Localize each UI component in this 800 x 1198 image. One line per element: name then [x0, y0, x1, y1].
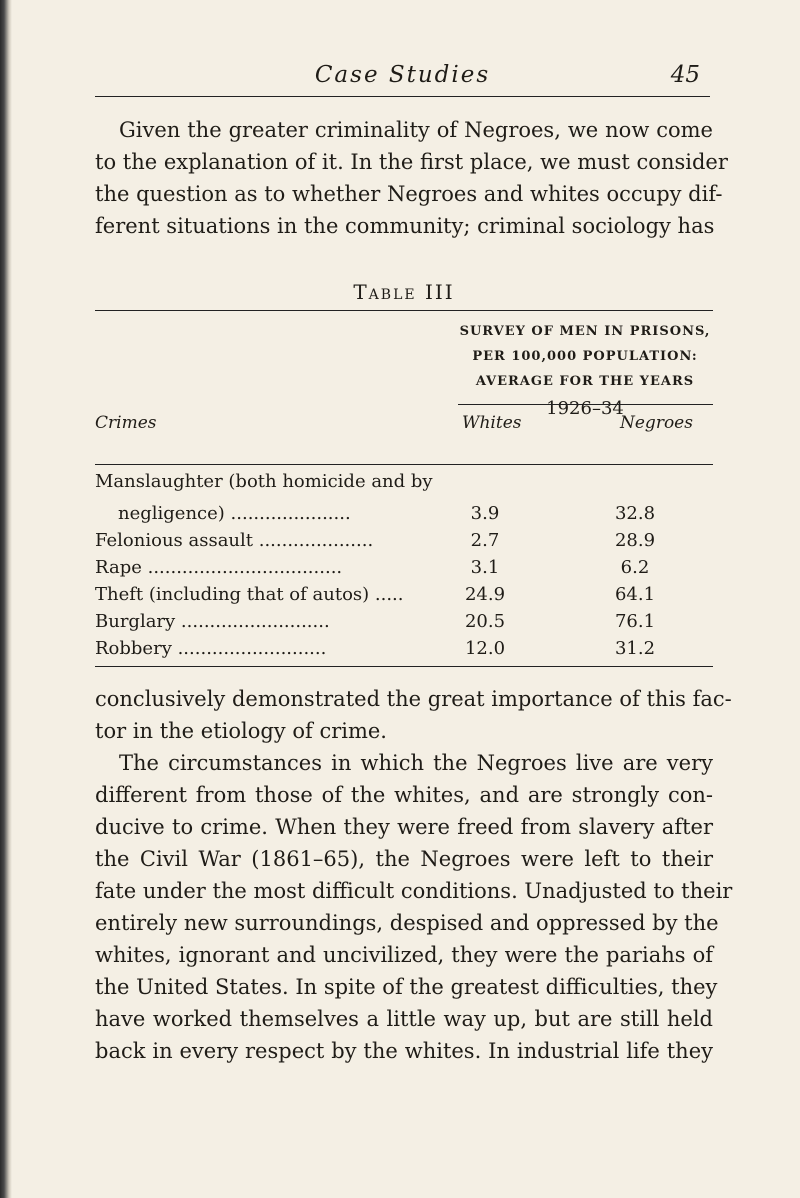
negroes-value: 28.9 — [614, 530, 656, 551]
crime-label: Rape .................................. — [95, 557, 343, 578]
table-row — [95, 529, 713, 553]
whites-value: 3.1 — [470, 557, 500, 578]
survey-heading-line: SURVEY OF MEN IN PRISONS, — [459, 324, 711, 339]
text-line: different from those of the whites, and are strongly con- — [95, 783, 713, 807]
crime-label: Felonious assault .................... — [95, 530, 374, 551]
column-header-negroes: Negroes — [620, 413, 693, 433]
crime-label: Robbery .......................... — [95, 638, 327, 659]
after-table-paragraph — [95, 683, 732, 747]
crime-label: negligence) ..................... — [118, 503, 351, 524]
text-line: the Civil War (1861–65), the Negroes were left to their — [95, 847, 713, 871]
column-header-crimes: Crimes — [95, 413, 157, 433]
negroes-value: 32.8 — [614, 503, 656, 524]
crime-label: Theft (including that of autos) ..... — [95, 584, 404, 605]
text-line: whites, ignorant and uncivilized, they were the pariahs of — [95, 943, 713, 967]
text-line: Given the greater criminality of Negroes, we now come — [119, 118, 713, 142]
table-header-rule — [95, 464, 713, 465]
whites-value: 2.7 — [470, 530, 500, 551]
text-line: the question as to whether Negroes and whites occupy dif- — [95, 182, 723, 206]
survey-heading-rule — [458, 404, 713, 405]
negroes-value: 6.2 — [620, 557, 650, 578]
text-line: entirely new surroundings, despised and oppressed by the — [95, 911, 719, 935]
table-bottom-rule — [95, 666, 713, 667]
negroes-value: 76.1 — [614, 611, 656, 632]
text-line: to the explanation of it. In the first place, we must consider — [95, 150, 728, 174]
crime-label: Burglary .......................... — [95, 611, 330, 632]
table-title: Table III — [353, 280, 455, 304]
running-head — [95, 62, 710, 97]
crime-label: Manslaughter (both homicide and by — [95, 471, 433, 492]
survey-heading-line: PER 100,000 POPULATION: — [472, 349, 698, 364]
table-row — [95, 556, 713, 580]
table-row — [95, 502, 713, 526]
text-line: ducive to crime. When they were freed from slavery after — [95, 815, 713, 839]
whites-value: 24.9 — [464, 584, 506, 605]
running-title: Case Studies — [314, 62, 491, 88]
negroes-value: 31.2 — [614, 638, 656, 659]
intro-paragraph — [95, 114, 728, 242]
circumstances-paragraph — [95, 747, 733, 1067]
column-header-whites: Whites — [462, 413, 522, 433]
text-line: have worked themselves a little way up, but are still held — [95, 1007, 713, 1031]
whites-value: 20.5 — [464, 611, 506, 632]
table-row — [95, 637, 713, 661]
table-row — [95, 583, 713, 607]
text-line: fate under the most difficult conditions. Unadjusted to their — [95, 879, 733, 903]
text-line: back in every respect by the whites. In industrial life they — [95, 1039, 713, 1063]
survey-heading-line: AVERAGE FOR THE YEARS — [475, 374, 695, 389]
table-top-rule — [95, 310, 713, 311]
text-line: the United States. In spite of the greatest difficulties, they — [95, 975, 718, 999]
table-row — [95, 610, 713, 634]
whites-value: 3.9 — [470, 503, 500, 524]
negroes-value: 64.1 — [614, 584, 656, 605]
survey-years: 1926–34 — [546, 398, 624, 419]
text-line: The circumstances in which the Negroes live are very — [119, 751, 713, 775]
text-line: ferent situations in the community; criminal sociology has — [95, 214, 715, 238]
text-line: tor in the etiology of crime. — [95, 719, 387, 743]
text-line: conclusively demonstrated the great importance of this fac- — [95, 687, 732, 711]
whites-value: 12.0 — [464, 638, 506, 659]
page-number: 45 — [670, 62, 700, 88]
survey-heading — [440, 319, 730, 424]
table-row — [95, 470, 713, 494]
